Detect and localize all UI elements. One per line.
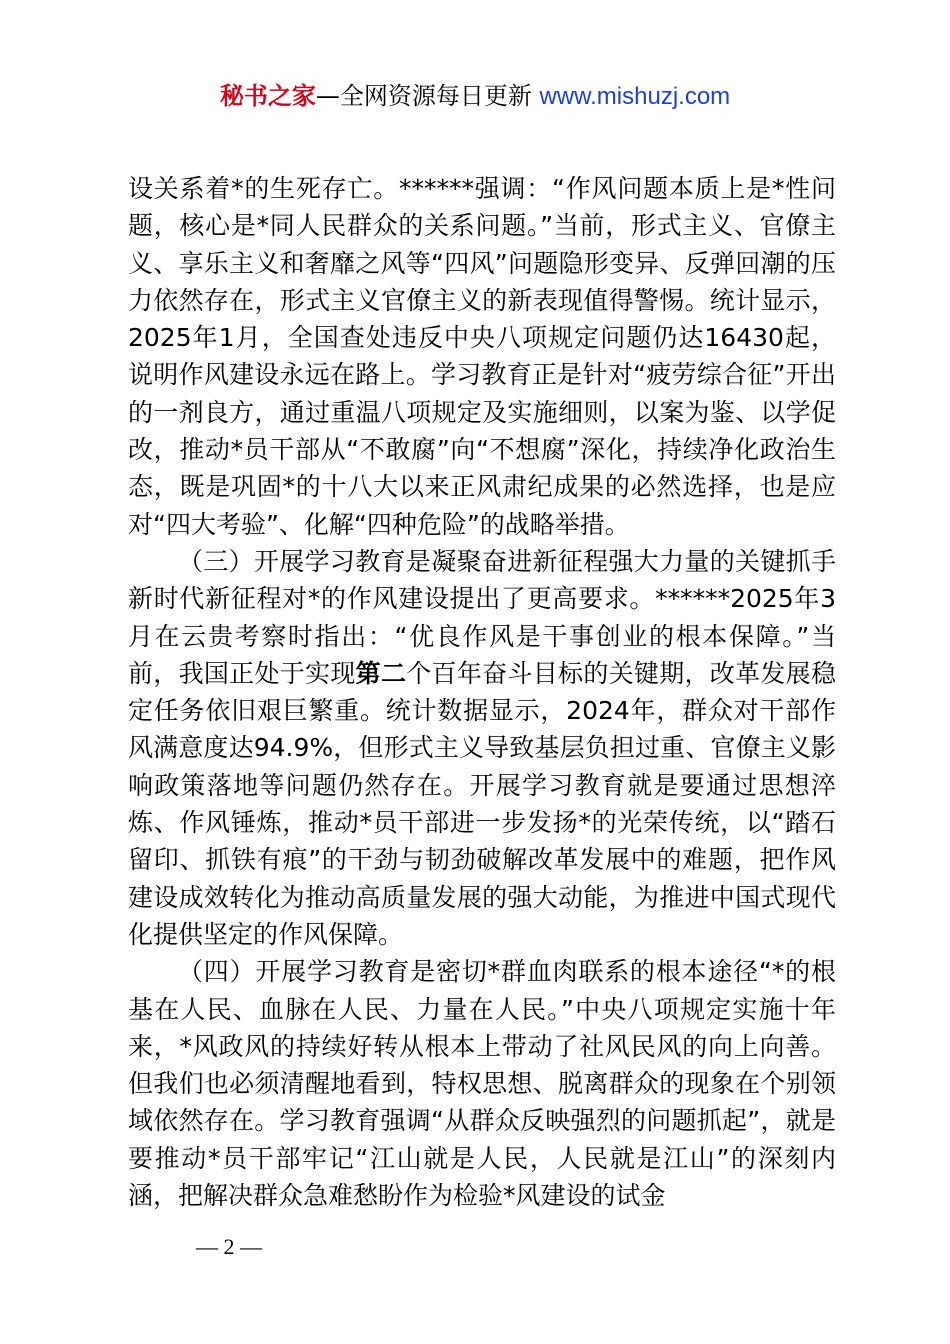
bold-phrase: 第二 xyxy=(355,658,407,688)
paragraph-text-part: 个百年奋斗目标的关键期，改革发展稳定任务依旧艰巨繁重。统计数据显示，2024年，群众对干部作风满意度达94.9%，但形式主义导致基层负担过重、官僚主义影响政策落地等问题仍然存在。开展学习教育就是要通过思想淬炼、作风锤炼，推动*员干部进一步发扬*的光荣传统，以“踏石留印、抓铁有痕”的干劲与韧劲破解改革发展中的难题，把作风建设成效转化为推动高质量发展的强大动能，为推进中国式现代化提供坚定的作风保障。 xyxy=(128,658,836,949)
site-header xyxy=(0,80,950,113)
paragraph-section-four: （四）开展学习教育是密切*群血肉联系的根本途径“*的根基在人民、血脉在人民、力量在人民。”中央八项规定实施十年来，*风政风的持续好转从根本上带动了社风民风的向上向善。但我们也必须清醒地看到，特权思想、脱离群众的现象在个别领域依然存在。学习教育强调“从群众反映强烈的问题抓起”，就是要推动*员干部牢记“江山就是人民，人民就是江山”的深刻内涵，把解决群众急难愁盼作为检验*风建设的试金 xyxy=(128,957,836,1211)
paragraph-section-three xyxy=(128,543,836,953)
page-number: — 2 — xyxy=(196,1234,262,1259)
paragraph-continuation: 设关系着*的生死存亡。******强调：“作风问题本质上是*性问题，核心是*同人民群众的关系问题。”当前，形式主义、官僚主义、享乐主义和奢靡之风等“四风”问题隐形变异、反弹回潮的压力依然存在，形式主义官僚主义的新表现值得警惕。统计显示，2025年1月，全国查处违反中央八项规定问题仍达16430起，说明作风建设永远在路上。学习教育正是针对“疲劳综合征”开出的一剂良方，通过重温八项规定及实施细则，以案为鉴、以学促改，推动*员干部从“不敢腐”向“不想腐”深化，持续净化政治生态，既是巩固*的十八大以来正风肃纪成果的必然选择，也是应对“四大考验”、化解“四种危险”的战略举措。 xyxy=(128,174,836,539)
site-url-link[interactable]: www.mishuzj.com xyxy=(539,83,731,110)
document-body xyxy=(128,170,836,1214)
brand-name: 秘书之家 xyxy=(219,82,316,110)
paragraph-text-part: （三）开展学习教育是凝聚奋进新征程强大力量的关键抓手新时代新征程对*的作风建设提出了更高要求。******2025年3月在云贵考察时指出：“优良作风是干事创业的根本保障。”当前，我国正处于实现 xyxy=(128,546,836,688)
header-slogan: —全网资源每日更新 xyxy=(315,82,532,110)
